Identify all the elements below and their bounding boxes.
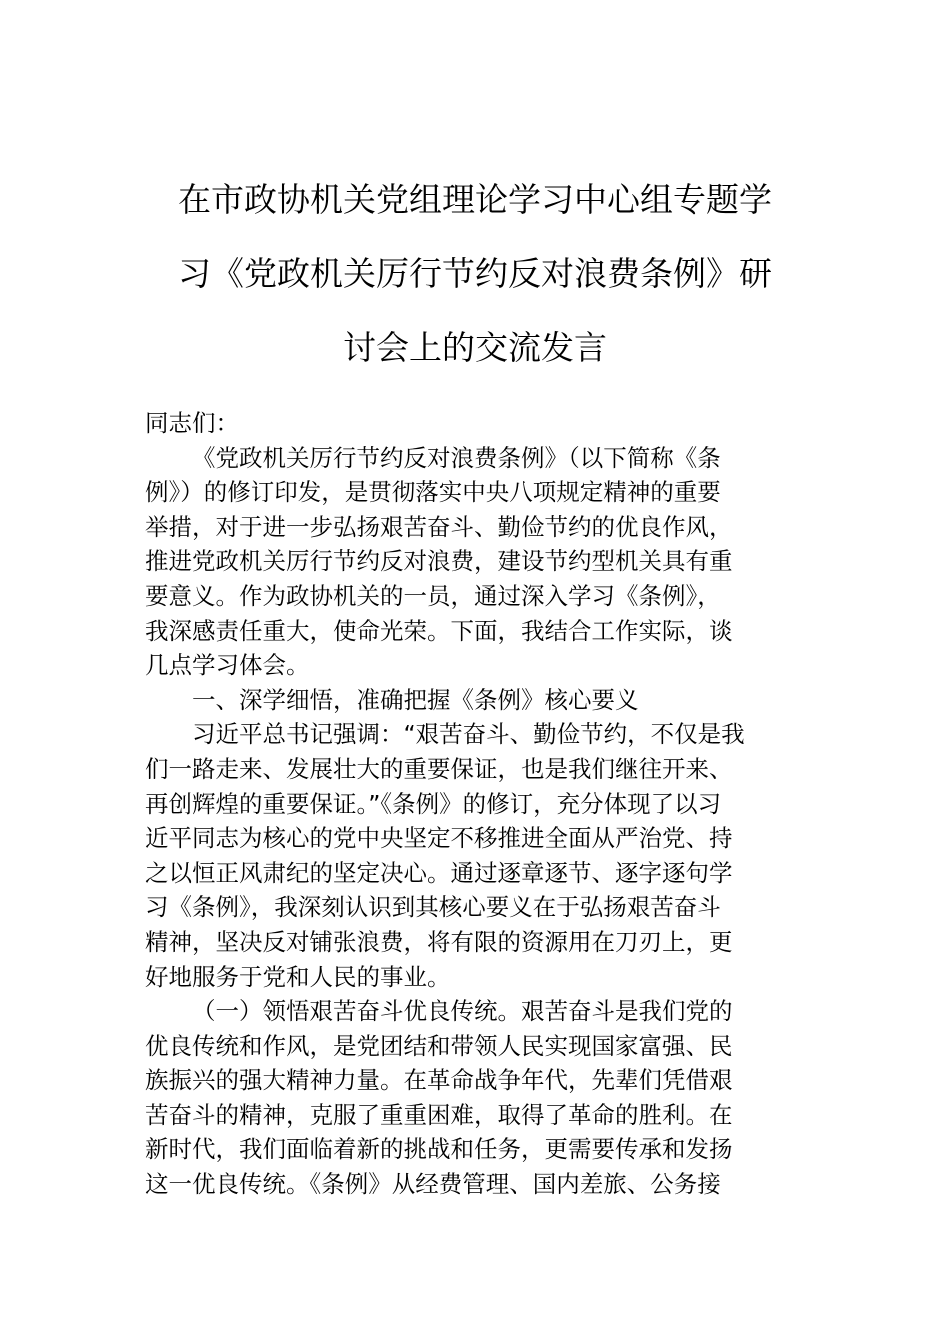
- section-heading: [145, 683, 808, 718]
- text-line: 族振兴的强大精神力量。在革命战争年代，先辈们凭借艰: [145, 1066, 733, 1095]
- text-line: 一、深学细悟，准确把握《条例》核心要义: [192, 685, 639, 714]
- salutation: 同志们：: [145, 409, 239, 437]
- text-line: 要意义。作为政协机关的一员，通过深入学习《条例》，: [145, 581, 721, 610]
- text-line: （一）领悟艰苦奋斗优良传统。艰苦奋斗是我们党的: [192, 997, 733, 1026]
- text-line: 举措，对于进一步弘扬艰苦奋斗、勤俭节约的优良作风，: [145, 512, 733, 541]
- text-line: 习近平总书记强调：“艰苦奋斗、勤俭节约，不仅是我: [192, 720, 745, 749]
- paragraph-section-one: [145, 717, 808, 994]
- title-line: 讨会上的交流发言: [343, 328, 607, 367]
- text-line: 《党政机关厉行节约反对浪费条例》（以下简称《条: [192, 443, 721, 472]
- title-line: 习《党政机关厉行节约反对浪费条例》研: [178, 254, 772, 293]
- text-line: 好地服务于党和人民的事业。: [145, 962, 451, 991]
- text-line: 们一路走来、发展壮大的重要保证，也是我们继往开来、: [145, 754, 733, 783]
- paragraph-intro: [145, 441, 808, 683]
- text-line: 这一优良传统。《条例》从经费管理、国内差旅、公务接: [145, 1170, 721, 1199]
- text-line: 几点学习体会。: [145, 651, 310, 680]
- document-title: [145, 163, 805, 385]
- text-line: 我深感责任重大，使命光荣。下面，我结合工作实际，谈: [145, 616, 733, 645]
- title-line: 在市政协机关党组理论学习中心组专题学: [178, 180, 772, 219]
- text-line: 例》）的修订印发，是贯彻落实中央八项规定精神的重要: [145, 478, 721, 507]
- text-line: 新时代，我们面临着新的挑战和任务，更需要传承和发扬: [145, 1135, 733, 1164]
- text-line: 推进党政机关厉行节约反对浪费，建设节约型机关具有重: [145, 547, 733, 576]
- text-line: 近平同志为核心的党中央坚定不移推进全面从严治党、持: [145, 824, 733, 853]
- document-body: [145, 406, 808, 1202]
- paragraph-subsection-one: [145, 994, 808, 1202]
- text-line: 之以恒正风肃纪的坚定决心。通过逐章逐节、逐字逐句学: [145, 858, 733, 887]
- text-line: 精神，坚决反对铺张浪费，将有限的资源用在刀刃上，更: [145, 927, 733, 956]
- text-line: 再创辉煌的重要保证。”《条例》的修订，充分体现了以习: [145, 789, 722, 818]
- text-line: 苦奋斗的精神，克服了重重困难，取得了革命的胜利。在: [145, 1100, 733, 1129]
- text-line: 习《条例》，我深刻认识到其核心要义在于弘扬艰苦奋斗: [145, 893, 721, 922]
- text-line: 优良传统和作风，是党团结和带领人民实现国家富强、民: [145, 1031, 733, 1060]
